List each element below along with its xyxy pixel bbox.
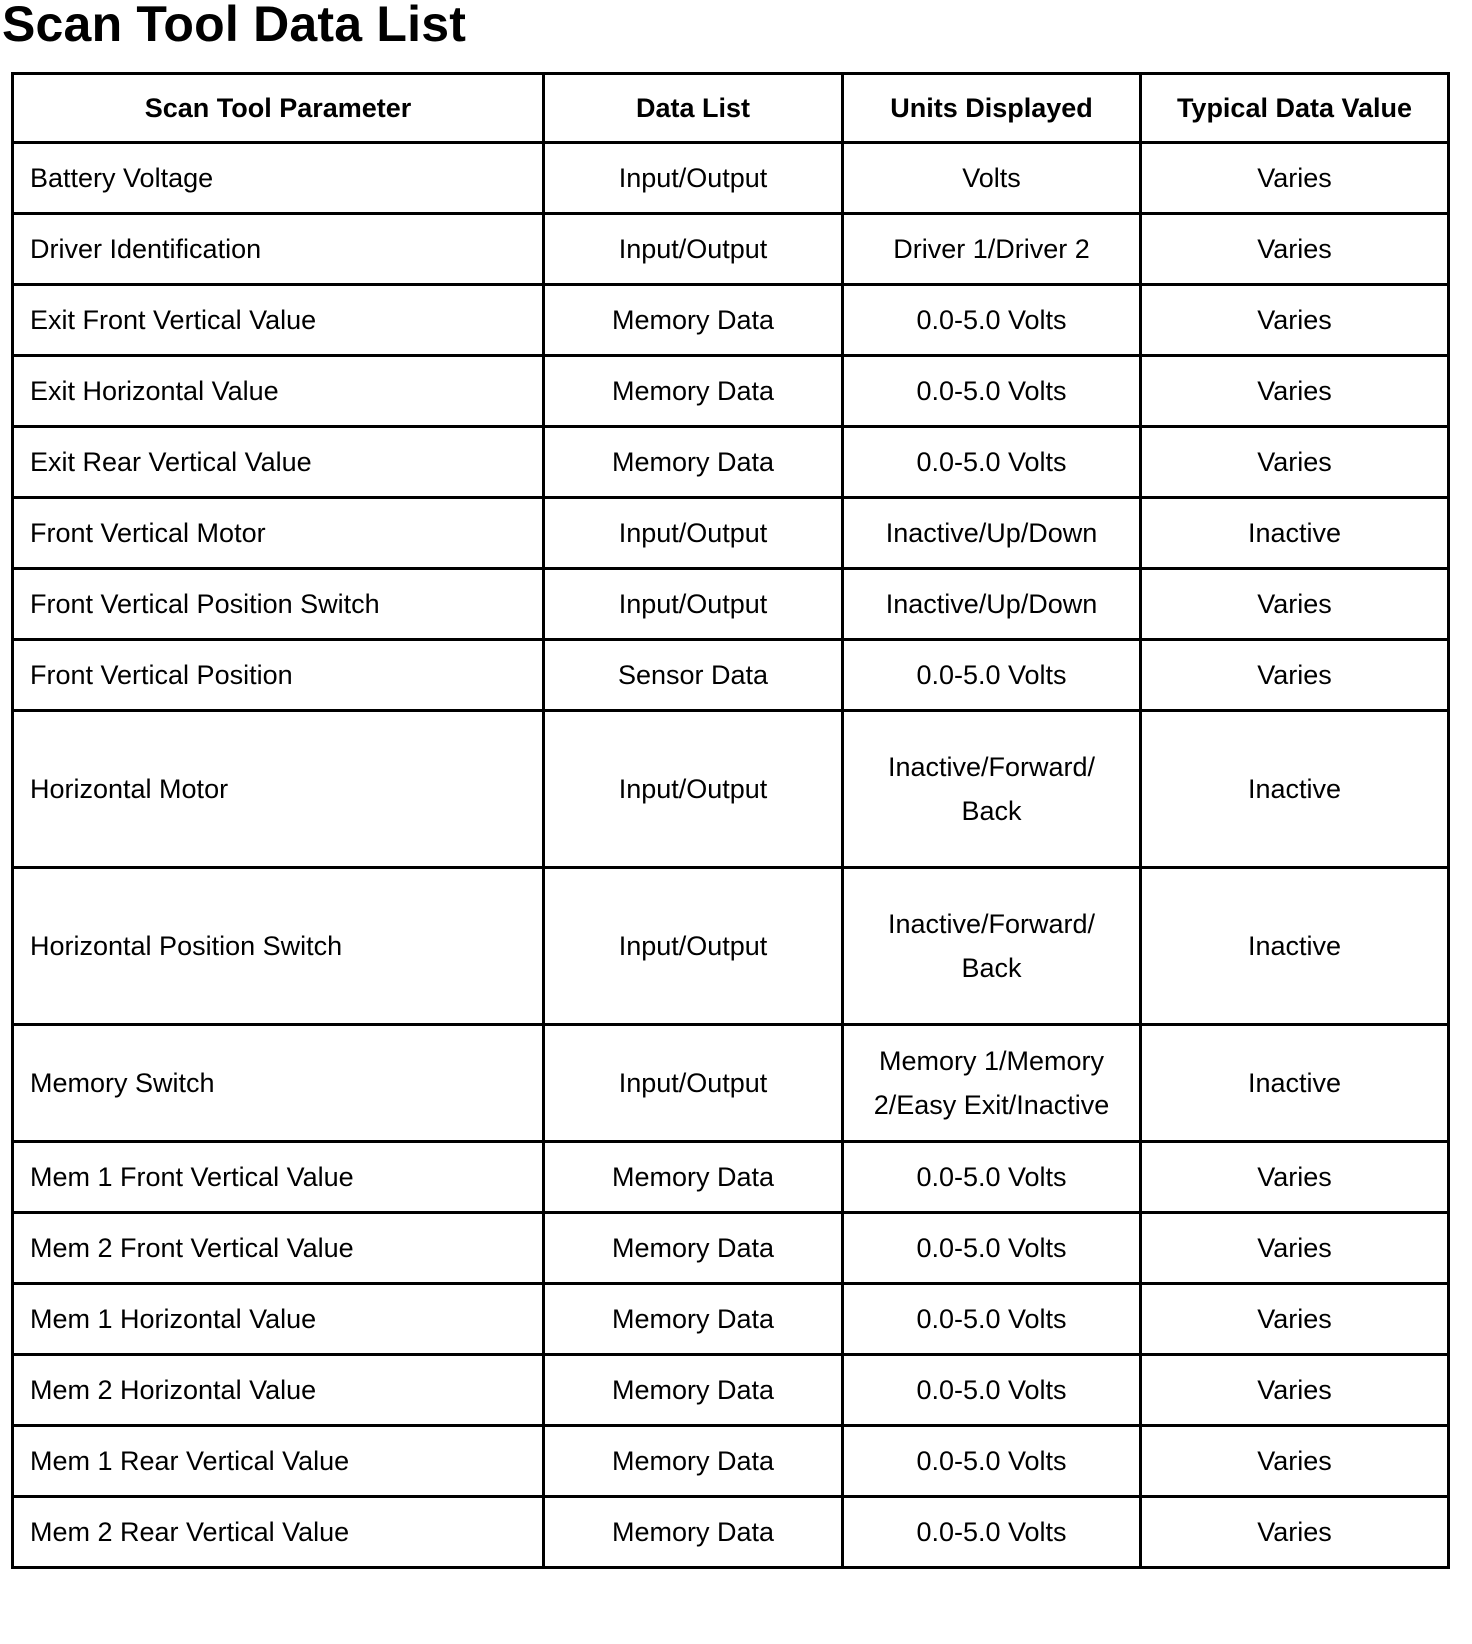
table-row — [13, 1142, 1449, 1213]
header-units-displayed: Units Displayed — [843, 74, 1141, 143]
cell-typical: Inactive — [1141, 711, 1449, 868]
cell-typical: Varies — [1141, 640, 1449, 711]
cell-data-list: Memory Data — [544, 1426, 843, 1497]
cell-units-line: Inactive/Forward/ — [887, 909, 1096, 939]
cell-units: Driver 1/Driver 2 — [843, 214, 1141, 285]
table-row — [13, 1213, 1449, 1284]
cell-data-list: Input/Output — [544, 498, 843, 569]
table-row — [13, 711, 1449, 868]
cell-units-line: Inactive/Forward/ — [887, 752, 1096, 782]
cell-units: Inactive/Up/Down — [843, 498, 1141, 569]
cell-units-line: Back — [961, 796, 1022, 826]
cell-typical: Inactive — [1141, 498, 1449, 569]
cell-units-line: Memory 1/Memory — [878, 1046, 1105, 1076]
cell-units: 0.0-5.0 Volts — [843, 1426, 1141, 1497]
table-row — [13, 143, 1449, 214]
cell-data-list: Memory Data — [544, 356, 843, 427]
cell-units: Volts — [843, 143, 1141, 214]
cell-data-list: Memory Data — [544, 1213, 843, 1284]
cell-typical: Varies — [1141, 214, 1449, 285]
cell-parameter: Exit Rear Vertical Value — [13, 427, 544, 498]
table-row — [13, 214, 1449, 285]
cell-parameter: Battery Voltage — [13, 143, 544, 214]
cell-parameter: Mem 2 Front Vertical Value — [13, 1213, 544, 1284]
header-typical-data-value: Typical Data Value — [1141, 74, 1449, 143]
cell-units-line: 2/Easy Exit/Inactive — [873, 1090, 1110, 1120]
cell-data-list: Input/Output — [544, 1025, 843, 1142]
cell-data-list: Input/Output — [544, 569, 843, 640]
table-row — [13, 640, 1449, 711]
cell-parameter: Mem 1 Horizontal Value — [13, 1284, 544, 1355]
cell-units: 0.0-5.0 Volts — [843, 1497, 1141, 1568]
cell-data-list: Memory Data — [544, 1284, 843, 1355]
cell-units — [843, 1025, 1141, 1142]
cell-units: 0.0-5.0 Volts — [843, 1355, 1141, 1426]
cell-typical: Varies — [1141, 356, 1449, 427]
cell-typical: Varies — [1141, 569, 1449, 640]
scan-tool-data-table — [11, 72, 1450, 1569]
cell-parameter: Front Vertical Position — [13, 640, 544, 711]
table-row — [13, 1497, 1449, 1568]
cell-typical: Varies — [1141, 1284, 1449, 1355]
cell-typical: Varies — [1141, 1497, 1449, 1568]
cell-units: Inactive/Up/Down — [843, 569, 1141, 640]
cell-units: 0.0-5.0 Volts — [843, 356, 1141, 427]
cell-parameter: Memory Switch — [13, 1025, 544, 1142]
cell-data-list: Input/Output — [544, 143, 843, 214]
table-row — [13, 498, 1449, 569]
cell-typical: Varies — [1141, 427, 1449, 498]
cell-units: 0.0-5.0 Volts — [843, 285, 1141, 356]
cell-units-line: Back — [961, 953, 1022, 983]
cell-typical: Varies — [1141, 1355, 1449, 1426]
table-header-row — [13, 74, 1449, 143]
cell-parameter: Front Vertical Position Switch — [13, 569, 544, 640]
cell-data-list: Sensor Data — [544, 640, 843, 711]
table-row — [13, 1426, 1449, 1497]
cell-parameter: Driver Identification — [13, 214, 544, 285]
cell-parameter: Horizontal Position Switch — [13, 868, 544, 1025]
cell-data-list: Memory Data — [544, 1355, 843, 1426]
table-row — [13, 285, 1449, 356]
cell-typical: Inactive — [1141, 868, 1449, 1025]
cell-units: 0.0-5.0 Volts — [843, 1142, 1141, 1213]
cell-parameter: Mem 2 Horizontal Value — [13, 1355, 544, 1426]
table-row — [13, 427, 1449, 498]
cell-parameter: Mem 1 Rear Vertical Value — [13, 1426, 544, 1497]
cell-typical: Varies — [1141, 143, 1449, 214]
cell-parameter: Front Vertical Motor — [13, 498, 544, 569]
cell-data-list: Memory Data — [544, 1142, 843, 1213]
cell-data-list: Memory Data — [544, 1497, 843, 1568]
table-row — [13, 1025, 1449, 1142]
table-row — [13, 1355, 1449, 1426]
cell-parameter: Horizontal Motor — [13, 711, 544, 868]
table-row — [13, 1284, 1449, 1355]
cell-parameter: Mem 2 Rear Vertical Value — [13, 1497, 544, 1568]
cell-units: 0.0-5.0 Volts — [843, 1213, 1141, 1284]
cell-units — [843, 868, 1141, 1025]
cell-data-list: Memory Data — [544, 427, 843, 498]
cell-typical: Varies — [1141, 1426, 1449, 1497]
cell-parameter: Mem 1 Front Vertical Value — [13, 1142, 544, 1213]
header-scan-tool-parameter: Scan Tool Parameter — [13, 74, 544, 143]
cell-typical: Inactive — [1141, 1025, 1449, 1142]
cell-data-list: Memory Data — [544, 285, 843, 356]
cell-units: 0.0-5.0 Volts — [843, 1284, 1141, 1355]
cell-parameter: Exit Front Vertical Value — [13, 285, 544, 356]
table-row — [13, 569, 1449, 640]
cell-units: 0.0-5.0 Volts — [843, 427, 1141, 498]
cell-units — [843, 711, 1141, 868]
cell-data-list: Input/Output — [544, 868, 843, 1025]
cell-data-list: Input/Output — [544, 711, 843, 868]
cell-parameter: Exit Horizontal Value — [13, 356, 544, 427]
cell-typical: Varies — [1141, 1142, 1449, 1213]
header-data-list: Data List — [544, 74, 843, 143]
cell-typical: Varies — [1141, 1213, 1449, 1284]
table-row — [13, 868, 1449, 1025]
cell-units: 0.0-5.0 Volts — [843, 640, 1141, 711]
table-row — [13, 356, 1449, 427]
page-title: Scan Tool Data List — [2, 0, 467, 52]
cell-typical: Varies — [1141, 285, 1449, 356]
cell-data-list: Input/Output — [544, 214, 843, 285]
